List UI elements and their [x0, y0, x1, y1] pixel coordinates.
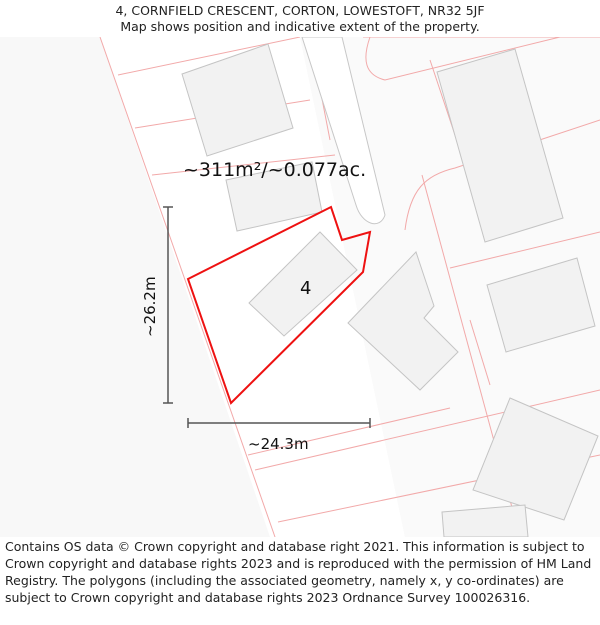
plot-number-label: 4: [300, 278, 312, 299]
copyright-footer: Contains OS data © Crown copyright and database right 2021. This information is subject to Crown copyright and database rights 2023 and is reproduced with the permission of HM Land Registry. The polygons (including the associated geometry, namely x, y co-ordinates) are subject to Crown copyright and database rights 2023 Ordnance Survey 100026316.: [5, 539, 592, 605]
address-title: 4, CORNFIELD CRESCENT, CORTON, LOWESTOFT, NR32 5JF: [115, 3, 485, 18]
height-dimension-label: ~26.2m: [141, 276, 159, 337]
area-label: ~311m²/~0.077ac.: [183, 159, 367, 181]
page-header: [0, 0, 600, 37]
map-canvas: [0, 37, 600, 537]
map-subtitle: Map shows position and indicative extent of the property.: [120, 19, 480, 34]
map-area[interactable]: [0, 37, 600, 537]
width-dimension-label: ~24.3m: [248, 435, 309, 453]
